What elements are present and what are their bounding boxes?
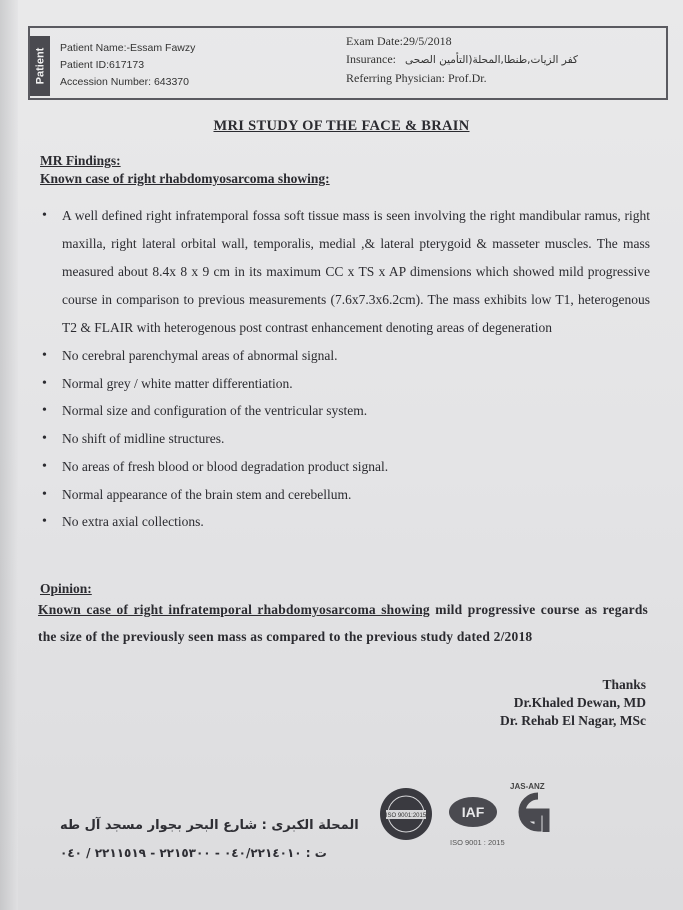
referring-physician: Referring Physician: Prof.Dr. [346, 71, 487, 85]
opinion-underlined: Known case of right infratemporal rhabdomyosarcoma showing [38, 602, 430, 617]
finding-text: A well defined right infratemporal fossa soft tissue mass is seen involving the right mandibular ramus, right maxilla, right lateral orbital wall, temporalis, medial ,& lateral pterygoid & masseter muscles. The mass measured about 8.4x 8 x 9 cm in its maximum CC x TS x AP dimensions which showed mild progressive course in comparison to previous measurements (7.6x7.3x6.2cm). The mass exhibits low T1, heterogenous T2 & FLAIR with heterogenous post contrast enhancement denoting areas of degeneration [62, 208, 650, 335]
bullet: • [42, 514, 47, 530]
finding-text: No extra axial collections. [62, 514, 204, 530]
footer-phones: ت : ٠٤٠/٢٢١٤٠١٠ - ٢٢١٥٣٠٠ - ٢٢١١٥١٩ / ٠٤٠ [60, 846, 327, 860]
patient-tab-label: Patient [34, 47, 46, 85]
patient-name: Patient Name:-Essam Fawzy [60, 42, 196, 54]
finding-item [40, 425, 650, 453]
opinion-rest: mild progressive course as regards the size of the previously seen mass as compared to the previous study dated 2/2018 [38, 602, 648, 644]
thanks-text: Thanks [602, 677, 646, 692]
insurance [346, 50, 578, 69]
bullet: • [42, 431, 47, 447]
accession-number: Accession Number: 643370 [60, 76, 189, 88]
finding-item [40, 508, 650, 536]
finding-item [40, 453, 650, 481]
exam-date: Exam Date:29/5/2018 [346, 34, 452, 48]
patient-id: Patient ID:617173 [60, 59, 145, 71]
iso-seal-icon [380, 788, 432, 840]
findings-subheading: Known case of right rhabdomyosarcoma showing: [40, 171, 330, 186]
finding-text: Normal grey / white matter differentiation. [62, 375, 293, 391]
iso-badge-text: ISO 9001:2015 [385, 813, 427, 819]
patient-info [60, 40, 195, 91]
iso-label: ISO 9001 : 2015 [450, 838, 505, 847]
finding-text: Normal appearance of the brain stem and cerebellum. [62, 486, 352, 502]
doctor-1: Dr.Khaled Dewan, MD [513, 695, 646, 710]
exam-info [346, 32, 578, 87]
finding-item [40, 397, 650, 425]
finding-item [40, 370, 650, 398]
signature-block [500, 676, 646, 730]
bullet: • [42, 375, 47, 391]
jas-anz-label: JAS-ANZ [510, 782, 545, 791]
bullet: • [42, 403, 47, 419]
iaf-text: IAF [461, 804, 485, 820]
finding-text: No cerebral parenchymal areas of abnormal signal. [62, 348, 338, 363]
finding-item [40, 202, 650, 342]
bullet: • [42, 458, 47, 474]
report-title: MRI STUDY OF THE FACE & BRAIN [213, 118, 470, 134]
opinion-heading: Opinion: [40, 581, 92, 596]
findings-list [40, 202, 650, 536]
finding-item [40, 342, 650, 370]
patient-header-box [28, 26, 668, 100]
patient-tab [30, 36, 50, 96]
finding-text: No shift of midline structures. [62, 431, 225, 447]
insurance-label: Insurance: [346, 52, 396, 66]
bullet: • [42, 348, 47, 363]
footer-address: المحلة الكبرى : شارع البحر بجوار مسجد آل طه [60, 818, 359, 833]
jas-anz-logo-icon [522, 796, 546, 832]
iaf-logo-icon [449, 797, 497, 827]
bullet: • [42, 486, 47, 502]
bullet: • [42, 208, 47, 223]
finding-item [40, 481, 650, 509]
insurance-value: كفر الزيات,طنطا,المحلة(التأمين الصحى [404, 54, 578, 66]
page-shadow [0, 0, 18, 910]
doctor-2: Dr. Rehab El Nagar, MSc [499, 713, 646, 728]
opinion-text [38, 596, 648, 650]
finding-text: No areas of fresh blood or blood degradation product signal. [62, 458, 389, 474]
findings-heading: MR Findings: [40, 153, 121, 168]
finding-text: Normal size and configuration of the ventricular system. [62, 403, 368, 419]
